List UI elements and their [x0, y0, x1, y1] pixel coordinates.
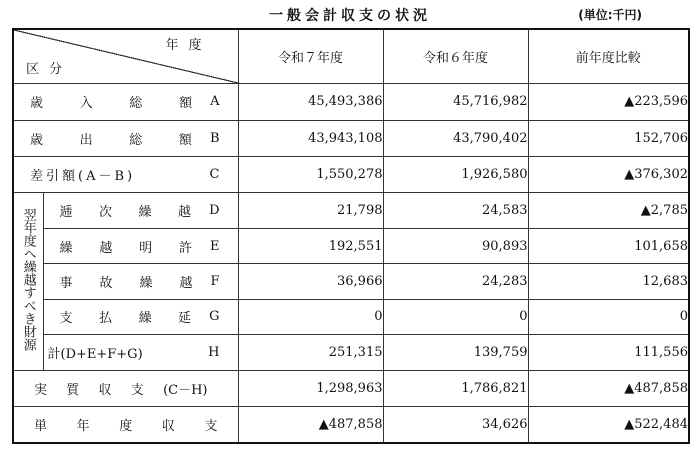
page-title: 一般会計収支の状況	[269, 8, 431, 24]
value-r7: 43,943,108	[238, 120, 383, 156]
value-r6: 43,790,402	[383, 120, 528, 156]
header-corner-cell	[13, 29, 238, 84]
table-row	[13, 264, 689, 299]
row-label-cell	[13, 370, 238, 406]
value-r6: 90,893	[383, 228, 528, 263]
value-r7: 192,551	[238, 228, 383, 263]
group-label: 翌年度へ繰越すべき財源	[20, 208, 36, 352]
row-code: D	[209, 203, 220, 219]
value-r7: 1,550,278	[238, 157, 383, 193]
value-compare: ▲487,858	[528, 370, 689, 406]
table-row	[13, 335, 689, 370]
row-label: 歳 入 総 額	[30, 96, 193, 112]
row-code: H	[208, 344, 220, 360]
value-compare: 111,556	[528, 335, 689, 370]
value-r6: 34,626	[383, 407, 528, 443]
row-code: B	[209, 130, 220, 146]
group-label-cell	[13, 193, 43, 370]
value-r7: 251,315	[238, 335, 383, 370]
row-label: 事 故 繰 越	[59, 276, 193, 292]
row-label: 単 年 度 収 支	[34, 419, 218, 434]
value-r6: 139,759	[383, 335, 528, 370]
row-code: G	[209, 309, 220, 325]
row-code: F	[210, 274, 220, 290]
row-label-cell	[13, 84, 238, 120]
value-r7: 0	[238, 299, 383, 334]
value-r6: 45,716,982	[383, 84, 528, 120]
table-row	[13, 157, 689, 193]
table-row	[13, 407, 689, 443]
value-r6: 1,786,821	[383, 370, 528, 406]
row-label-cell	[43, 264, 238, 299]
table-row	[13, 120, 689, 156]
col-header-r7: 令和７年度	[238, 29, 383, 84]
row-label: 実 質 収 支 (C－H)	[34, 382, 208, 398]
row-label-cell	[13, 120, 238, 156]
table-row	[13, 228, 689, 263]
col-header-compare: 前年度比較	[528, 29, 689, 84]
row-label-cell	[43, 193, 238, 228]
value-compare: 101,658	[528, 228, 689, 263]
row-label-cell	[43, 335, 238, 370]
row-code: A	[210, 94, 220, 110]
header-row	[13, 29, 689, 84]
corner-label-year: 年度	[165, 38, 212, 53]
row-label-cell	[43, 299, 238, 334]
value-r6: 24,583	[383, 193, 528, 228]
value-r7: 45,493,386	[238, 84, 383, 120]
row-label: 歳 出 総 額	[30, 132, 192, 148]
corner-label-category: 区分	[26, 62, 73, 78]
table-row	[13, 299, 689, 334]
value-compare: 152,706	[528, 120, 689, 156]
row-label: 逓 次 繰 越	[59, 205, 192, 221]
row-code: C	[209, 167, 220, 183]
table-row	[13, 84, 689, 120]
value-r6: 24,283	[383, 264, 528, 299]
row-code: E	[210, 238, 220, 254]
value-compare: 0	[528, 299, 689, 334]
row-label-cell	[13, 157, 238, 193]
value-r7: 21,798	[238, 193, 383, 228]
row-label: 差引額(A－B)	[30, 169, 136, 185]
value-compare: ▲2,785	[528, 193, 689, 228]
value-r7: 1,298,963	[238, 370, 383, 406]
value-compare: 12,683	[528, 264, 689, 299]
value-compare: ▲376,302	[528, 157, 689, 193]
row-label-cell	[13, 407, 238, 443]
value-r7: 36,966	[238, 264, 383, 299]
row-label: 支 払 繰 延	[59, 311, 192, 327]
value-compare: ▲522,484	[528, 407, 689, 443]
row-label: 繰 越 明 許	[59, 240, 192, 256]
row-label: 計(D+E+F+G)	[47, 346, 143, 362]
table-row	[13, 193, 689, 228]
value-compare: ▲223,596	[528, 84, 689, 120]
row-label-cell	[43, 228, 238, 263]
value-r7: ▲487,858	[238, 407, 383, 443]
value-r6: 0	[383, 299, 528, 334]
unit-label: (単位:千円)	[578, 8, 642, 22]
balance-table	[12, 28, 690, 444]
table-row	[13, 370, 689, 406]
col-header-r6: 令和６年度	[383, 29, 528, 84]
value-r6: 1,926,580	[383, 157, 528, 193]
